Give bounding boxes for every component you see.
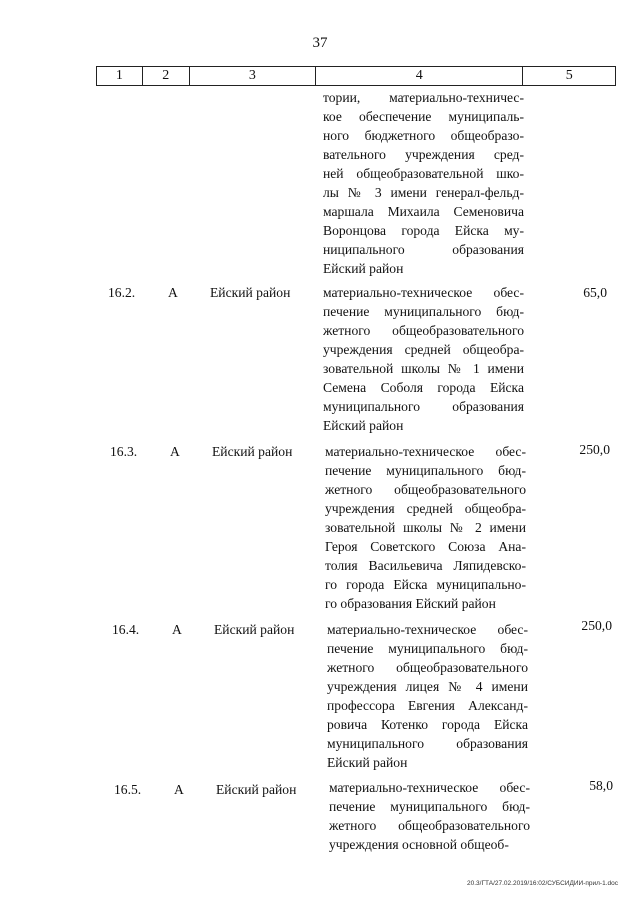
row-amount: 65,0 [583,285,607,300]
table-header [96,66,616,86]
desc-line: ровича Котенко города Ейска [327,717,528,732]
desc-line: кое обеспечение муниципаль- [323,109,524,124]
header-col-3: 3 [190,67,317,85]
desc-line: зовательной школы № 2 имени [325,520,526,535]
row-category: А [172,622,182,637]
desc-line: жетного общеобразовательного [323,323,524,338]
desc-line: муниципального образования [323,399,524,414]
desc-line: ного бюджетного общеобразо- [323,128,524,143]
row-amount: 58,0 [589,778,613,793]
desc-line: ней общеобразовательной шко- [323,166,524,181]
desc-line: учреждения средней общеобра- [325,501,526,516]
desc-line: материально-техническое обес- [329,780,530,795]
file-path-footer: 20.3/ГТА/27.02.2019/16:02/СУБСИДИИ-прил-1.doc [467,880,618,887]
desc-line: го образования Ейский район [325,596,496,611]
desc-line: Ейский район [323,418,404,433]
row-description [323,283,524,435]
row-amount: 250,0 [581,618,612,633]
row-description [327,620,528,772]
desc-line: учреждения основной общеоб- [329,837,509,852]
desc-line: толия Васильевича Ляпидевско- [325,558,526,573]
header-col-4: 4 [316,67,523,85]
desc-line: го города Ейска муниципально- [325,577,526,592]
desc-line: Семена Соболя города Ейска [323,380,524,395]
desc-line: печение муниципального бюд- [329,799,530,814]
desc-line: Ейский район [327,755,408,770]
desc-line: жетного общеобразовательного [327,660,528,675]
desc-line: печение муниципального бюд- [327,641,528,656]
row-description [329,778,530,854]
row-amount: 250,0 [579,442,610,457]
row-number: 16.5. [114,782,142,797]
desc-line: Воронцова города Ейска му- [323,223,524,238]
row-district: Ейский район [214,622,295,637]
row-description [325,442,526,613]
desc-line: учреждения средней общеобра- [323,342,524,357]
header-col-2: 2 [143,67,190,85]
desc-line: маршала Михаила Семеновича [323,204,524,219]
desc-line: материально-техническое обес- [325,444,526,459]
header-col-1: 1 [97,67,143,85]
desc-line: учреждения лицея № 4 имени [327,679,528,694]
desc-line: тории, материально-техничес- [323,90,524,105]
desc-line: Героя Советского Союза Ана- [325,539,526,554]
page-number: 37 [312,35,328,51]
desc-line: печение муниципального бюд- [325,463,526,478]
desc-line: вательного учреждения сред- [323,147,524,162]
desc-line: жетного общеобразовательного [325,482,526,497]
header-col-5: 5 [565,68,573,83]
row-number: 16.2. [108,285,136,300]
desc-line: материально-техническое обес- [327,622,528,637]
row-district: Ейский район [212,444,293,459]
desc-line: Ейский район [323,261,404,276]
continuation-description [323,88,524,278]
desc-line: материально-техническое обес- [323,285,524,300]
row-district: Ейский район [216,782,297,797]
desc-line: жетного общеобразовательного [329,818,530,833]
desc-line: печение муниципального бюд- [323,304,524,319]
desc-line: профессора Евгения Александ- [327,698,528,713]
row-category: А [170,444,180,459]
row-number: 16.3. [110,444,138,459]
row-number: 16.4. [112,622,140,637]
row-district: Ейский район [210,285,291,300]
row-category: А [174,782,184,797]
desc-line: лы № 3 имени генерал-фельд- [323,185,524,200]
desc-line: зовательной школы № 1 имени [323,361,524,376]
desc-line: муниципального образования [327,736,528,751]
row-category: А [168,285,178,300]
desc-line: ниципального образования [323,242,524,257]
